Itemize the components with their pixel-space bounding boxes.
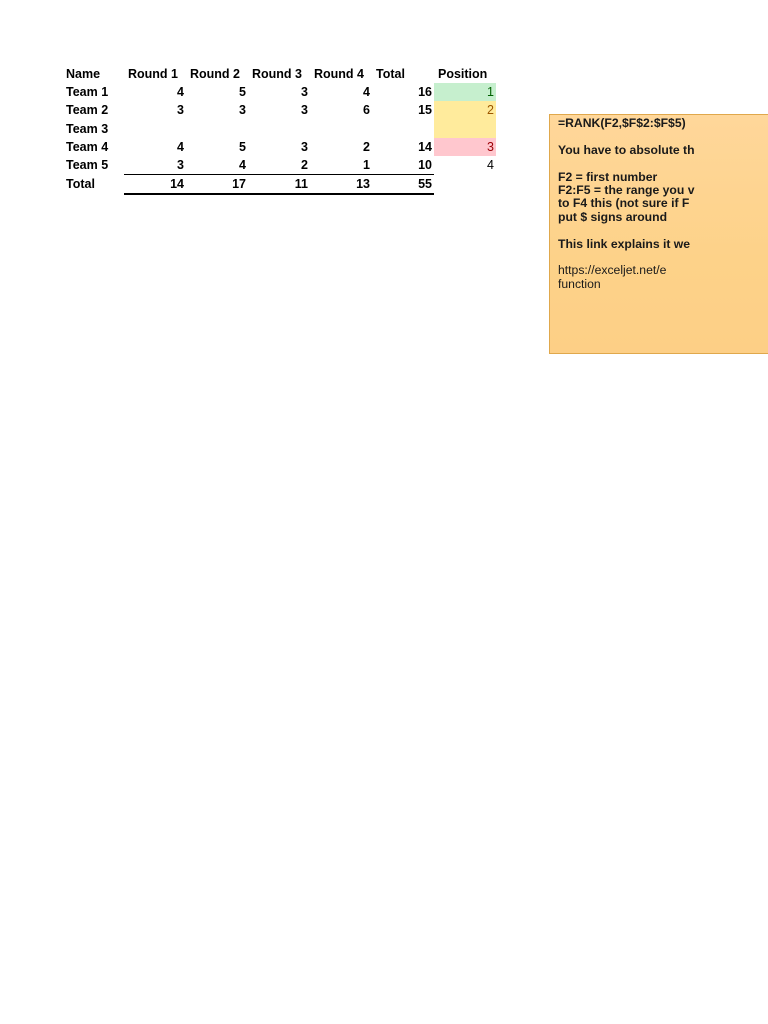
comment-line: =RANK(F2,$F$2:$F$5) <box>558 116 686 130</box>
round-3-cell[interactable]: 3 <box>301 85 308 100</box>
team-name-cell[interactable]: Team 3 <box>66 121 109 136</box>
total-cell[interactable] <box>372 120 434 138</box>
empty-cell[interactable] <box>434 175 496 195</box>
comment-line: This link explains it we <box>558 236 691 251</box>
table-row <box>62 138 496 156</box>
header-row <box>62 65 496 83</box>
header-total[interactable]: Total <box>376 67 405 82</box>
team-name-cell[interactable]: Team 2 <box>66 103 109 118</box>
cell-comment-note[interactable] <box>549 114 768 354</box>
team-name-cell[interactable]: Team 1 <box>66 85 109 100</box>
table-row <box>62 83 496 101</box>
comment-line: F2 = first number <box>558 169 658 184</box>
round-2-total[interactable]: 17 <box>186 175 248 195</box>
total-cell[interactable]: 15 <box>418 103 432 118</box>
totals-row <box>62 175 496 195</box>
header-position[interactable]: Position <box>438 67 488 82</box>
round-3-cell[interactable] <box>248 120 310 138</box>
table-row <box>62 156 496 175</box>
round-1-cell[interactable]: 3 <box>177 158 184 173</box>
header-name[interactable]: Name <box>66 67 101 82</box>
round-4-cell[interactable]: 1 <box>363 158 370 173</box>
round-3-cell[interactable]: 3 <box>301 103 308 118</box>
round-2-cell[interactable]: 3 <box>239 103 246 118</box>
team-name-cell[interactable]: Team 4 <box>66 139 109 154</box>
round-1-total[interactable]: 14 <box>124 175 186 195</box>
position-cell[interactable]: 3 <box>434 138 496 156</box>
comment-link-line: function <box>558 276 601 291</box>
round-3-cell[interactable]: 3 <box>301 139 308 154</box>
round-1-cell[interactable]: 4 <box>177 85 184 100</box>
position-cell[interactable]: 2 <box>434 101 496 119</box>
total-cell[interactable]: 16 <box>418 85 432 100</box>
totals-label[interactable]: Total <box>66 177 95 192</box>
round-2-cell[interactable] <box>186 120 248 138</box>
grand-total[interactable]: 55 <box>372 175 434 195</box>
comment-line: F2:F5 = the range you v <box>558 183 695 197</box>
round-3-total[interactable]: 11 <box>248 175 310 195</box>
position-cell[interactable] <box>434 120 496 138</box>
comment-link-line: https://exceljet.net/e <box>558 263 667 278</box>
total-cell[interactable]: 14 <box>418 139 432 154</box>
position-cell[interactable]: 4 <box>487 158 494 173</box>
round-4-cell[interactable] <box>310 120 372 138</box>
round-3-cell[interactable]: 2 <box>301 158 308 173</box>
header-round-1[interactable]: Round 1 <box>128 67 178 82</box>
round-1-cell[interactable]: 3 <box>177 103 184 118</box>
table-row <box>62 101 496 119</box>
comment-line: to F4 this (not sure if F <box>558 196 690 211</box>
total-cell[interactable]: 10 <box>418 158 432 173</box>
round-2-cell[interactable]: 5 <box>239 139 246 154</box>
header-round-4[interactable]: Round 4 <box>314 67 364 82</box>
scores-table <box>62 65 496 195</box>
header-round-3[interactable]: Round 3 <box>252 67 302 82</box>
round-2-cell[interactable]: 5 <box>239 85 246 100</box>
comment-line: You have to absolute th <box>558 142 695 157</box>
round-4-cell[interactable]: 6 <box>363 103 370 118</box>
header-round-2[interactable]: Round 2 <box>190 67 240 82</box>
round-4-cell[interactable]: 2 <box>363 139 370 154</box>
round-4-cell[interactable]: 4 <box>363 85 370 100</box>
comment-line: put $ signs around <box>558 209 668 224</box>
position-cell[interactable]: 1 <box>434 83 496 101</box>
round-4-total[interactable]: 13 <box>310 175 372 195</box>
round-1-cell[interactable]: 4 <box>177 139 184 154</box>
table-row <box>62 120 496 138</box>
comment-text <box>558 116 695 291</box>
round-1-cell[interactable] <box>124 120 186 138</box>
team-name-cell[interactable]: Team 5 <box>66 158 109 173</box>
round-2-cell[interactable]: 4 <box>239 158 246 173</box>
